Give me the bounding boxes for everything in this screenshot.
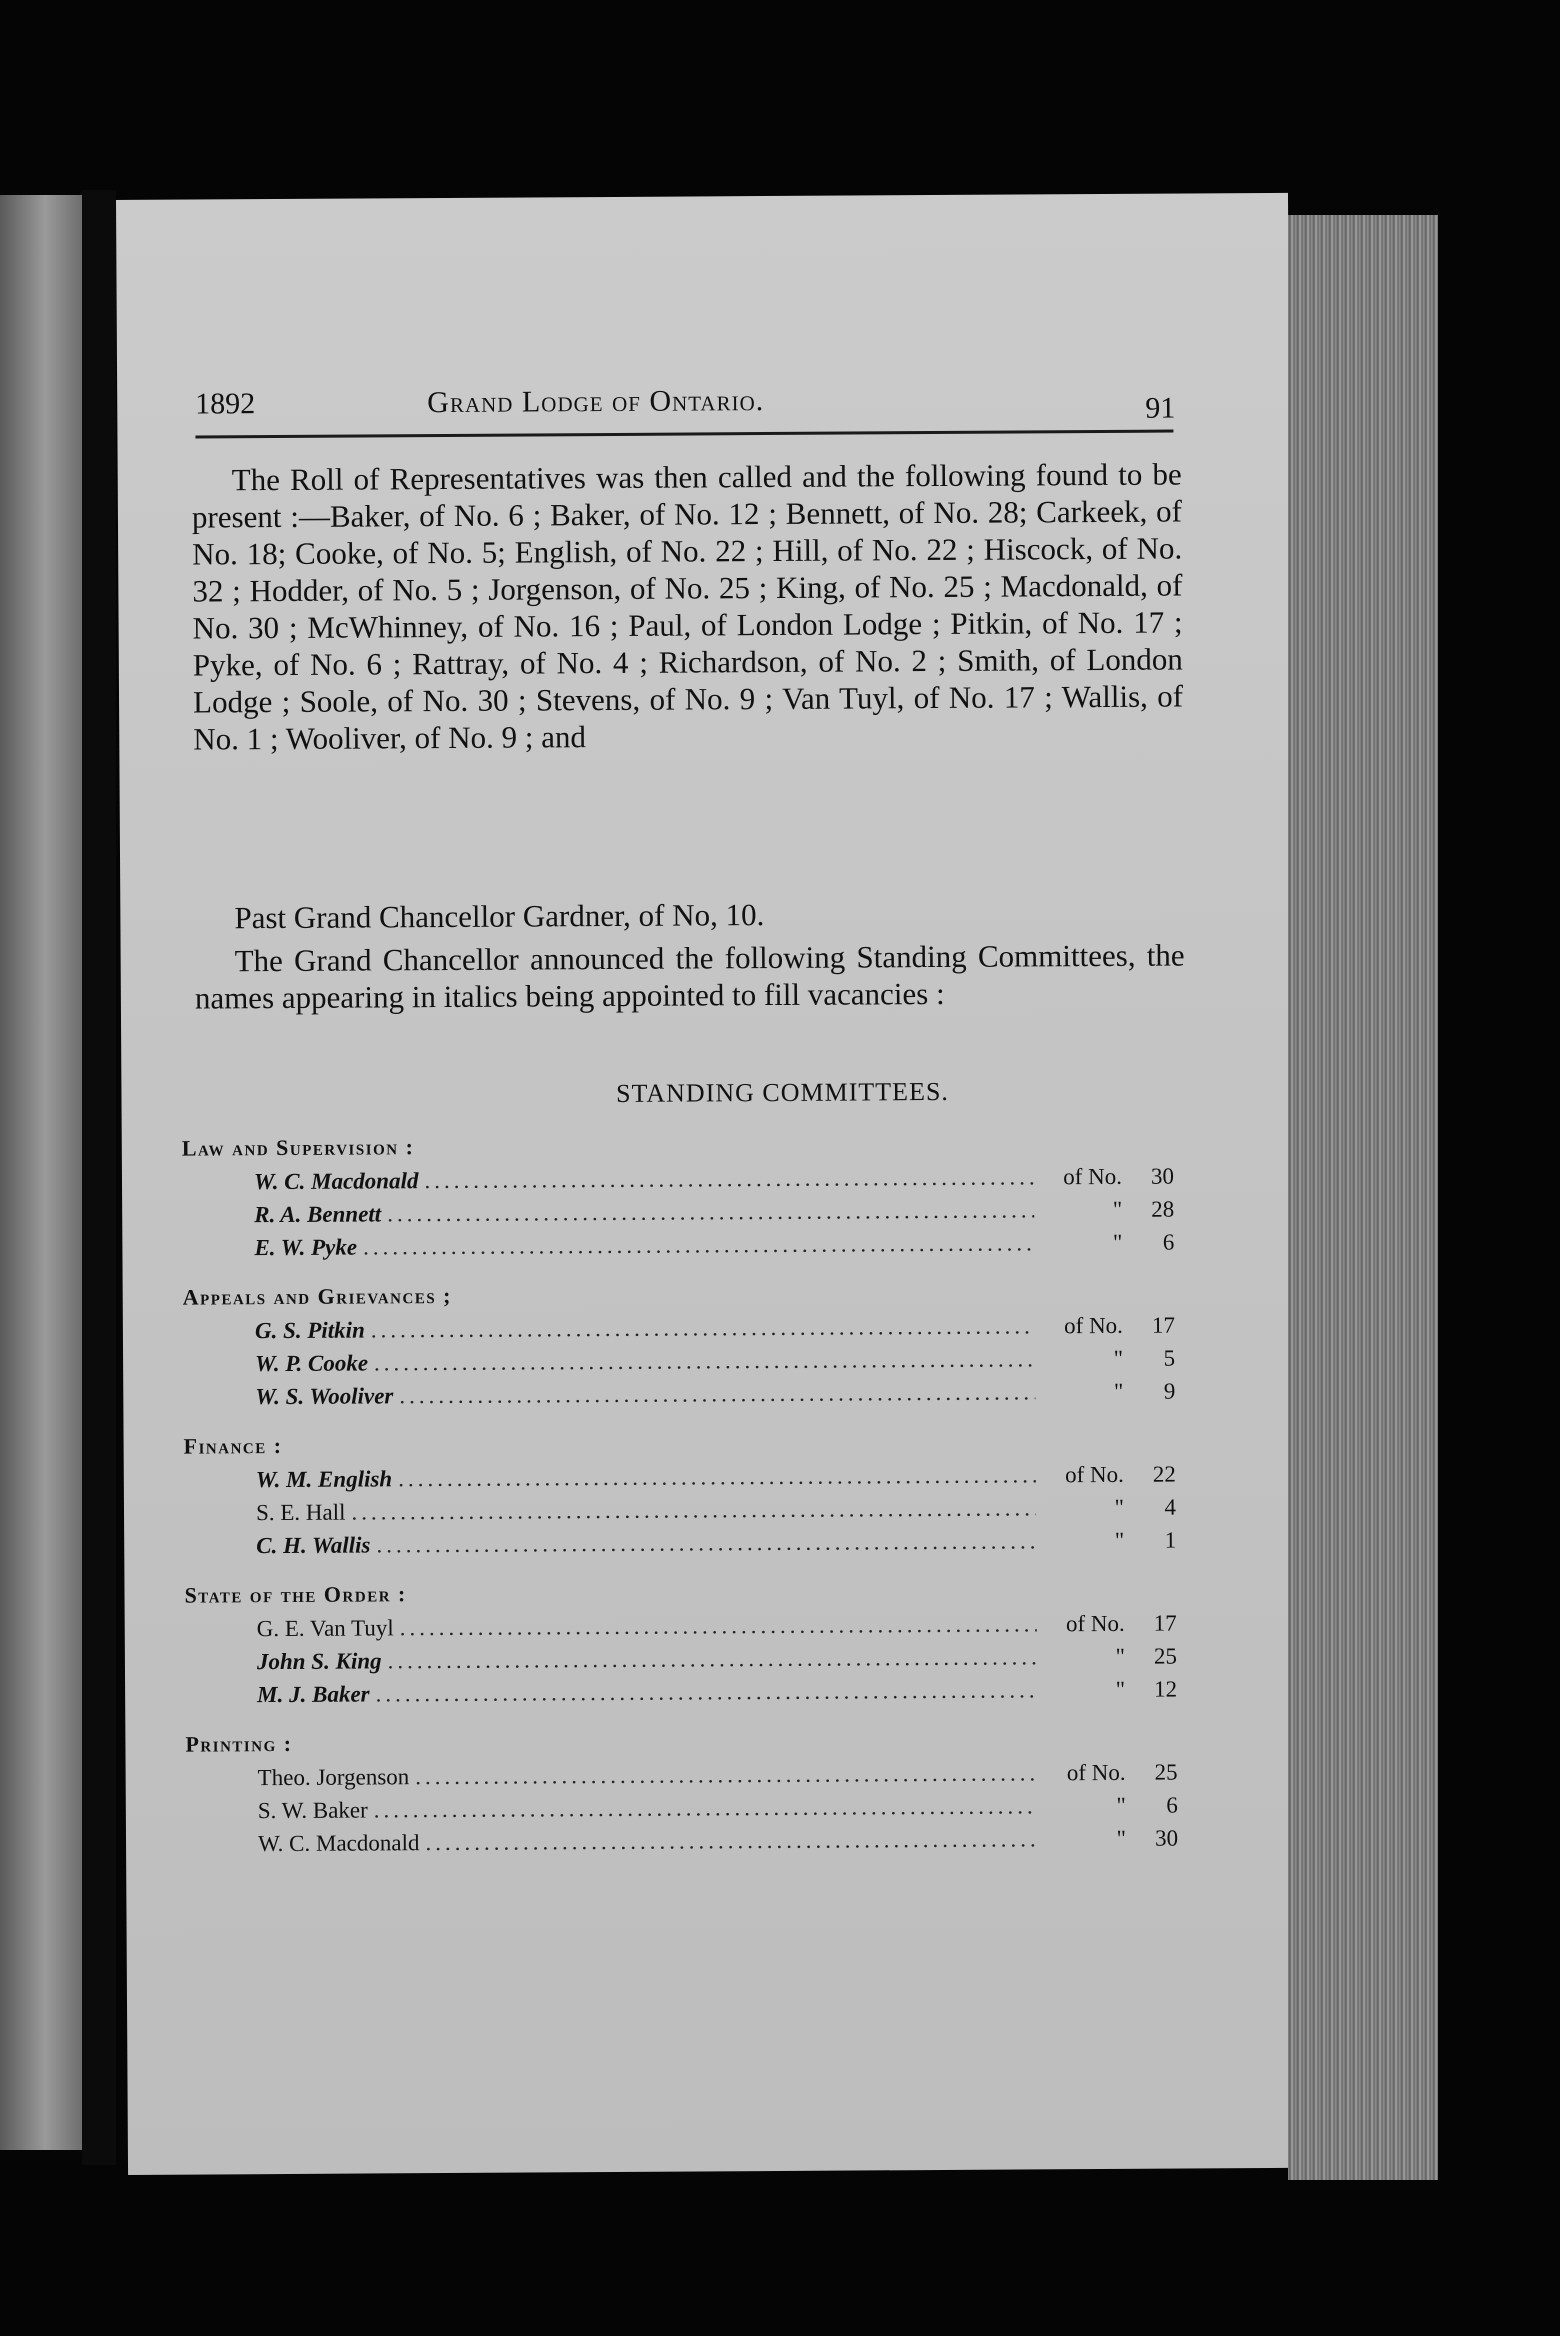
member-name: W. P. Cooke: [255, 1350, 369, 1377]
page-stack-edge: [1288, 215, 1438, 2180]
announcement-paragraph: The Grand Chancellor announced the following Standing Committees, the names appearing in italics being appointed to fill vacancies :: [194, 937, 1185, 1016]
dot-leader: [374, 1342, 1035, 1379]
dot-leader: [387, 1193, 1034, 1230]
lodge-number: 17: [1153, 1610, 1177, 1636]
lodge-prefix: ": [1113, 1378, 1124, 1404]
lodge-number: 25: [1153, 1643, 1177, 1669]
lodge-prefix: ": [1116, 1825, 1127, 1851]
lodge-prefix: ": [1116, 1792, 1126, 1818]
member-name: W. S. Wooliver: [255, 1383, 394, 1410]
dot-leader: [400, 1607, 1037, 1644]
lodge-number: 1: [1164, 1527, 1177, 1553]
member-name: John S. King: [256, 1648, 382, 1675]
committee-title: Appeals and Grievances ;: [182, 1282, 453, 1310]
lodge-number: 12: [1154, 1676, 1178, 1702]
dot-leader: [351, 1491, 1036, 1528]
committee-block: [182, 1126, 1183, 1265]
lodge-number: 4: [1164, 1494, 1177, 1520]
lodge-prefix: of No.: [1065, 1610, 1125, 1637]
dot-leader: [398, 1458, 1036, 1495]
member-name: G. S. Pitkin: [254, 1317, 365, 1344]
lodge-number: 30: [1150, 1163, 1175, 1189]
dot-leader: [415, 1756, 1038, 1793]
member-name: G. E. Van Tuyl: [256, 1615, 394, 1642]
lodge-prefix: ": [1115, 1643, 1125, 1669]
past-chancellor-paragraph: Past Grand Chancellor Gardner, of No, 10.: [234, 897, 765, 936]
header-title: Grand Lodge of Ontario.: [427, 384, 765, 420]
lodge-number: 5: [1163, 1345, 1176, 1371]
lodge-number: 25: [1154, 1759, 1178, 1785]
lodge-number: 9: [1163, 1378, 1176, 1404]
member-name: W. M. English: [255, 1466, 393, 1493]
lodge-prefix: ": [1114, 1527, 1125, 1553]
committee-title: Law and Supervision :: [181, 1134, 415, 1161]
committee-block: [185, 1721, 1186, 1860]
facing-page-edge: [0, 195, 82, 2150]
lodge-prefix: ": [1112, 1229, 1123, 1255]
dot-leader: [371, 1309, 1035, 1346]
lodge-prefix: of No.: [1064, 1461, 1124, 1488]
lodge-number: 22: [1152, 1461, 1176, 1487]
member-name: Theo. Jorgenson: [257, 1764, 410, 1791]
committee-member-row: [182, 1226, 1182, 1265]
dot-leader: [374, 1789, 1038, 1826]
page-number: 91: [1145, 391, 1176, 425]
committee-member-row: [183, 1375, 1183, 1414]
lodge-prefix: ": [1113, 1345, 1124, 1371]
dot-leader: [375, 1673, 1037, 1710]
book-page: [116, 193, 1300, 2175]
lodge-prefix: ": [1112, 1196, 1123, 1222]
committee-member-row: [184, 1524, 1184, 1563]
lodge-prefix: of No.: [1063, 1163, 1123, 1190]
dot-leader: [387, 1640, 1037, 1677]
committee-member-row: [186, 1821, 1186, 1860]
member-name: E. W. Pyke: [254, 1234, 358, 1261]
lodge-prefix: ": [1115, 1676, 1126, 1702]
roll-call-paragraph: The Roll of Representatives was then called and the following found to be present :—Baker, of No. 6 ; Baker, of No. 12 ; Bennett, of No. 28; Carkeek, of No. 18; Cooke, of No. 5; English, of No. 22 ; Hill, of No. 22 ; Hiscock, of No. 32 ; Hodder, of No. 5 ; Jorgenson, of No. 25 ; King, of No. 25 ; Macdonald, of No. 30 ; McWhinney, of No. 16 ; Paul, of London Lodge ; Pitkin, of No. 17 ; Pyke, of No. 6 ; Rattray, of No. 4 ; Richardson, of No. 2 ; Smith, of London Lodge ; Soole, of No. 30 ; Stevens, of No. 9 ; Van Tuyl, of No. 17 ; Wallis, of No. 1 ; Wooliver, of No. 9 ; and: [191, 456, 1184, 757]
committee-block: [184, 1572, 1185, 1711]
page-content: [116, 193, 1300, 2175]
committee-title: State of the Order :: [184, 1581, 407, 1608]
lodge-number: 30: [1154, 1825, 1179, 1851]
committee-title: Printing :: [185, 1730, 293, 1757]
committee-title: Finance :: [183, 1433, 283, 1459]
dot-leader: [424, 1160, 1034, 1197]
running-header: [195, 376, 1175, 430]
dot-leader: [425, 1822, 1038, 1859]
member-name: M. J. Baker: [257, 1681, 370, 1708]
member-name: S. E. Hall: [255, 1499, 346, 1526]
book-gutter: [82, 190, 116, 2165]
member-name: R. A. Bennett: [254, 1201, 382, 1228]
lodge-number: 6: [1162, 1229, 1175, 1255]
committee-list: [182, 1126, 1187, 1877]
committee-block: [184, 1424, 1185, 1563]
committee-block: [183, 1275, 1184, 1414]
lodge-number: 6: [1166, 1792, 1178, 1818]
lodge-number: 17: [1151, 1312, 1175, 1338]
dot-leader: [363, 1226, 1035, 1263]
member-name: C. H. Wallis: [256, 1532, 371, 1559]
member-name: S. W. Baker: [257, 1797, 368, 1824]
dot-leader: [376, 1524, 1036, 1561]
committee-member-row: [185, 1672, 1185, 1711]
lodge-number: 28: [1151, 1196, 1175, 1222]
header-year: 1892: [195, 387, 256, 421]
member-name: W. C. Macdonald: [253, 1168, 419, 1195]
lodge-prefix: ": [1114, 1494, 1125, 1520]
member-name: W. C. Macdonald: [257, 1830, 420, 1857]
dot-leader: [399, 1375, 1035, 1412]
section-heading: STANDING COMMITTEES.: [615, 1076, 949, 1108]
header-rule: [195, 430, 1173, 439]
lodge-prefix: of No.: [1066, 1759, 1126, 1786]
lodge-prefix: of No.: [1064, 1312, 1123, 1339]
